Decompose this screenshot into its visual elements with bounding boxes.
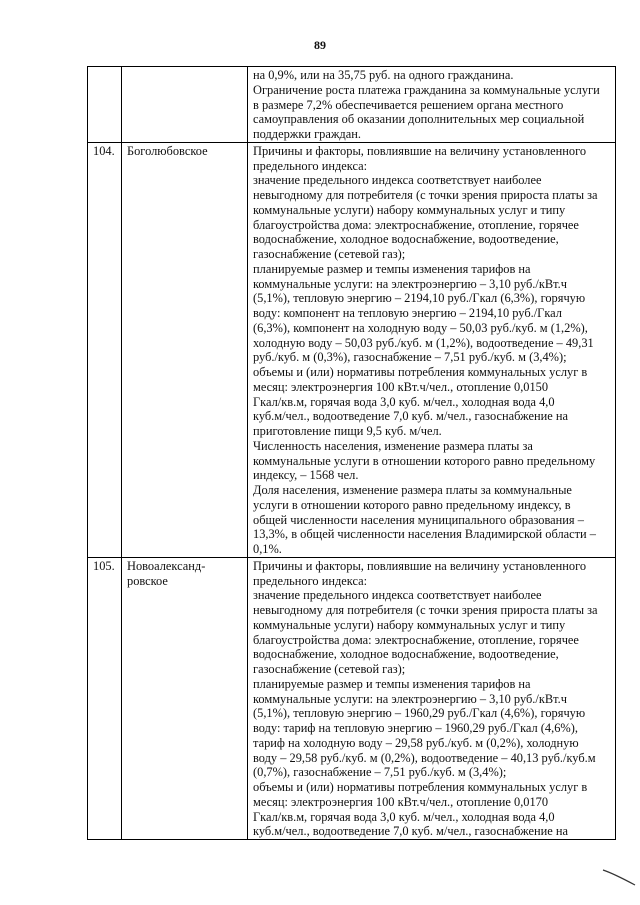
table-body: [88, 67, 616, 840]
description-line: планируемые размер и темпы изменения тарифов на: [253, 261, 531, 276]
municipality-name: [122, 557, 248, 839]
description-line: Гкал/кв.м, горячая вода 3,0 куб. м/чел., холодная вода 4,0: [253, 394, 555, 409]
description-line: куб.м/чел., водоотведение 7,0 куб. м/чел., газоснабжение на: [253, 824, 568, 839]
description-line: значение предельного индекса соответствует наиболее: [253, 588, 542, 603]
description-line: приготовление пищи 9,5 куб. м/чел.: [253, 424, 442, 438]
description-line: коммунальные услуги) набору коммунальных услуг и типу: [253, 617, 566, 632]
pen-mark-icon: [602, 867, 636, 887]
description-line: куб.м/чел., водоотведение 7,0 куб. м/чел., газоснабжение на: [253, 409, 568, 424]
municipality-name-line: Новоалександ-: [127, 558, 206, 573]
table-row: [88, 557, 616, 839]
description-line: (5,1%), тепловую энергию – 2194,10 руб./Гкал (6,3%), горячую: [253, 291, 586, 306]
tariff-table: [87, 66, 616, 840]
description-line: Причины и факторы, повлиявшие на величину установленного: [253, 143, 587, 158]
description-line: самоуправления об оказании дополнительных мер социальной: [253, 112, 585, 127]
description-line: воду: тариф на тепловую энергию – 1960,29 руб./Гкал (4,6%),: [253, 721, 578, 735]
description-line: 13,3%, в общей численности населения Владимирской области –: [253, 527, 596, 542]
row-number: 105.: [88, 557, 122, 839]
description-line: на 0,9%, или на 35,75 руб. на одного гражданина.: [253, 68, 514, 82]
description-line: (6,3%), компонент на холодную воду – 50,03 руб./куб. м (1,2%),: [253, 320, 588, 335]
description-line: газоснабжение (сетевой газ);: [253, 247, 406, 261]
description-line: Доля населения, изменение размера платы за коммунальные: [253, 483, 572, 497]
description-line: (0,7%), газоснабжение – 7,51 руб./куб. м (3,4%);: [253, 765, 507, 780]
municipality-name-line: Боголюбовское: [127, 143, 208, 158]
description-cell: [248, 142, 616, 557]
description-line: невыгодному для потребителя (с точки зрения прироста платы за: [253, 603, 598, 617]
description-line: Гкал/кв.м, горячая вода 3,0 куб. м/чел., холодная вода 4,0: [253, 809, 555, 824]
description-line: благоустройства дома: электроснабжение, отопление, горячее: [253, 632, 579, 647]
description-line: месяц: электроэнергия 100 кВт.ч/чел., отопление 0,0170: [253, 794, 549, 809]
description-line: Причины и факторы, повлиявшие на величину установленного: [253, 558, 587, 573]
description-line: тариф на холодную воду – 29,58 руб./куб. м (0,2%), холодную: [253, 735, 579, 750]
municipality-name: [122, 67, 248, 143]
table-row: [88, 67, 616, 143]
table-row: [88, 142, 616, 557]
description-line: воду – 29,58 руб./куб. м (0,2%), водоотведение – 40,13 руб./куб.м: [253, 750, 596, 765]
description-line: коммунальные услуги: на электроэнергию – 3,10 руб./кВт.ч: [253, 691, 567, 706]
municipality-name: [122, 142, 248, 557]
description-line: объемы и (или) нормативы потребления коммунальных услуг в: [253, 780, 588, 794]
description-line: коммунальные услуги) набору коммунальных услуг и типу: [253, 202, 566, 217]
description-line: (5,1%), тепловую энергию – 1960,29 руб./Гкал (4,6%), горячую: [253, 706, 586, 721]
description-line: руб./куб. м (0,3%), газоснабжение – 7,51 руб./куб. м (3,4%);: [253, 350, 567, 365]
description-line: водоснабжение, холодное водоснабжение, водоотведение,: [253, 647, 559, 662]
description-line: холодную воду – 50,03 руб./куб. м (1,2%), водоотведение – 49,31: [253, 335, 594, 350]
description-line: предельного индекса:: [253, 158, 368, 173]
description-line: индексу, – 1568 чел.: [253, 468, 359, 483]
description-line: планируемые размер и темпы изменения тарифов на: [253, 676, 531, 691]
description-line: значение предельного индекса соответствует наиболее: [253, 173, 542, 188]
description-line: Численность населения, изменение размера платы за: [253, 438, 533, 453]
description-line: Ограничение роста платежа гражданина за коммунальные услуги: [253, 82, 600, 97]
description-line: поддержки граждан.: [253, 127, 361, 141]
description-line: в размере 7,2% обеспечивается решением органа местного: [253, 97, 564, 112]
description-line: объемы и (или) нормативы потребления коммунальных услуг в: [253, 365, 588, 379]
description-line: общей численности населения муниципального образования –: [253, 512, 584, 527]
description-line: невыгодному для потребителя (с точки зрения прироста платы за: [253, 188, 598, 202]
description-cell: [248, 557, 616, 839]
description-line: 0,1%.: [253, 542, 282, 556]
description-line: газоснабжение (сетевой газ);: [253, 662, 406, 676]
row-number: [88, 67, 122, 143]
description-line: водоснабжение, холодное водоснабжение, водоотведение,: [253, 232, 559, 247]
municipality-name-line: ровское: [127, 573, 168, 588]
description-line: предельного индекса:: [253, 573, 368, 588]
description-line: благоустройства дома: электроснабжение, отопление, горячее: [253, 217, 579, 232]
description-line: коммунальные услуги в отношении которого равно предельному: [253, 453, 596, 468]
description-line: услуги в отношении которого равно предельному индексу, в: [253, 497, 571, 512]
description-line: воду: компонент на тепловую энергию – 2194,10 руб./Гкал: [253, 306, 562, 320]
page-number: 89: [314, 38, 326, 52]
row-number: 104.: [88, 142, 122, 557]
description-cell: [248, 67, 616, 143]
description-line: месяц: электроэнергия 100 кВт.ч/чел., отопление 0,0150: [253, 379, 549, 394]
description-line: коммунальные услуги: на электроэнергию – 3,10 руб./кВт.ч: [253, 276, 567, 291]
